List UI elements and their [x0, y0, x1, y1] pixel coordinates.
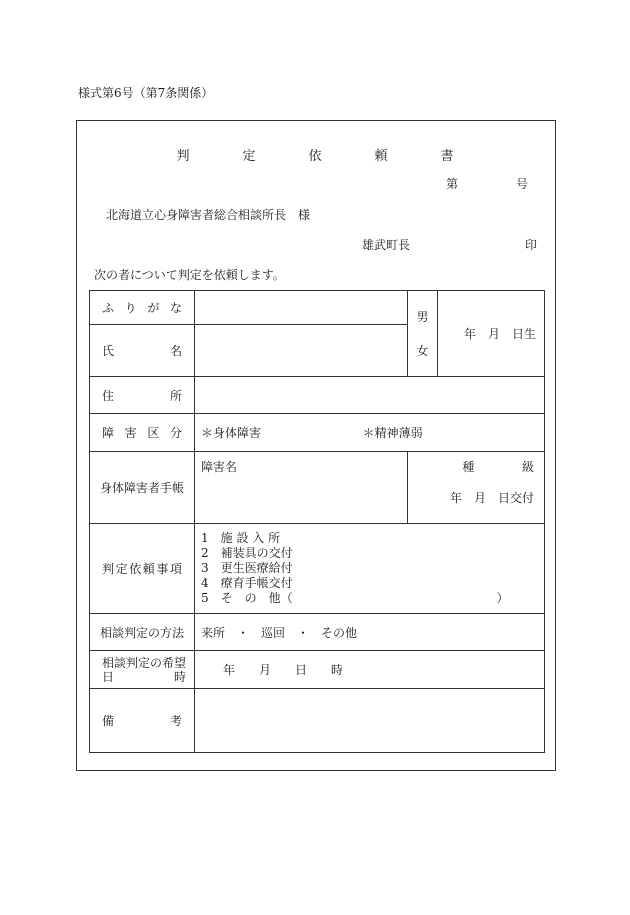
preferred-date-field[interactable]: 年 月 日 時 — [195, 651, 545, 689]
document-number-suffix: 号 — [516, 177, 529, 191]
document-number-prefix: 第 — [446, 177, 459, 191]
disability-name-label: 障害名 — [201, 460, 238, 474]
issue-date: 年 月 日交付 — [449, 491, 534, 505]
form-reference: 様式第6号（第7条関係） — [78, 86, 214, 100]
address-field[interactable] — [195, 377, 545, 414]
sex-male[interactable]: 男 — [416, 309, 429, 324]
request-item[interactable]: 2 補装具の交付 — [201, 546, 293, 560]
intro-text: 次の者について判定を依頼します。 — [94, 268, 285, 282]
method-options[interactable]: 来所 ・ 巡回 ・ その他 — [195, 614, 545, 651]
grade-label-1: 種 — [462, 460, 475, 474]
preferred-date-label: 相談判定の希望 日 時 — [90, 651, 195, 689]
request-items-row — [90, 524, 545, 614]
preferred-date-row — [90, 651, 545, 689]
request-item[interactable]: 3 更生医療給付 — [201, 561, 293, 575]
name-label: 氏 名 — [90, 325, 195, 377]
handbook-label: 身体障害者手帳 — [90, 452, 195, 524]
request-table — [89, 290, 545, 753]
remarks-label: 備 考 — [90, 689, 195, 753]
method-label: 相談判定の方法 — [90, 614, 195, 651]
method-row — [90, 614, 545, 651]
disability-physical-option[interactable]: ＊身体障害 — [201, 426, 262, 440]
disability-class-options — [195, 414, 545, 452]
remarks-row — [90, 689, 545, 753]
address-label: 住 所 — [90, 377, 195, 414]
request-items-list — [195, 524, 545, 614]
addressee: 北海道立心身障害者総合相談所長 様 — [106, 208, 311, 222]
seal-mark: 印 — [525, 238, 538, 252]
disability-class-row — [90, 414, 545, 452]
furigana-row — [90, 291, 545, 325]
furigana-label: ふ り が な — [90, 291, 195, 325]
request-item[interactable]: 5 そ の 他（ ） — [201, 591, 509, 605]
sex-female[interactable]: 女 — [416, 343, 429, 358]
sender: 雄武町長 — [362, 238, 411, 252]
handbook-row — [90, 452, 545, 524]
disability-intellectual-option[interactable]: ＊精神薄弱 — [362, 426, 423, 440]
address-row — [90, 377, 545, 414]
remarks-field[interactable] — [195, 689, 545, 753]
request-items-label: 判定依頼事項 — [90, 524, 195, 614]
birth-date-field[interactable]: 年 月 日生 — [438, 291, 545, 377]
disability-name-field[interactable] — [195, 452, 408, 524]
grade-issue-field[interactable] — [408, 452, 545, 524]
document-title: 判 定 依 頼 書 — [176, 149, 474, 164]
request-item[interactable]: 1 施 設 入 所 — [201, 531, 281, 545]
sex-cell[interactable] — [408, 291, 438, 377]
name-field[interactable] — [195, 325, 408, 377]
furigana-field[interactable] — [195, 291, 408, 325]
disability-class-label: 障 害 区 分 — [90, 414, 195, 452]
grade-label-2: 級 — [521, 460, 534, 474]
request-item[interactable]: 4 療育手帳交付 — [201, 576, 293, 590]
